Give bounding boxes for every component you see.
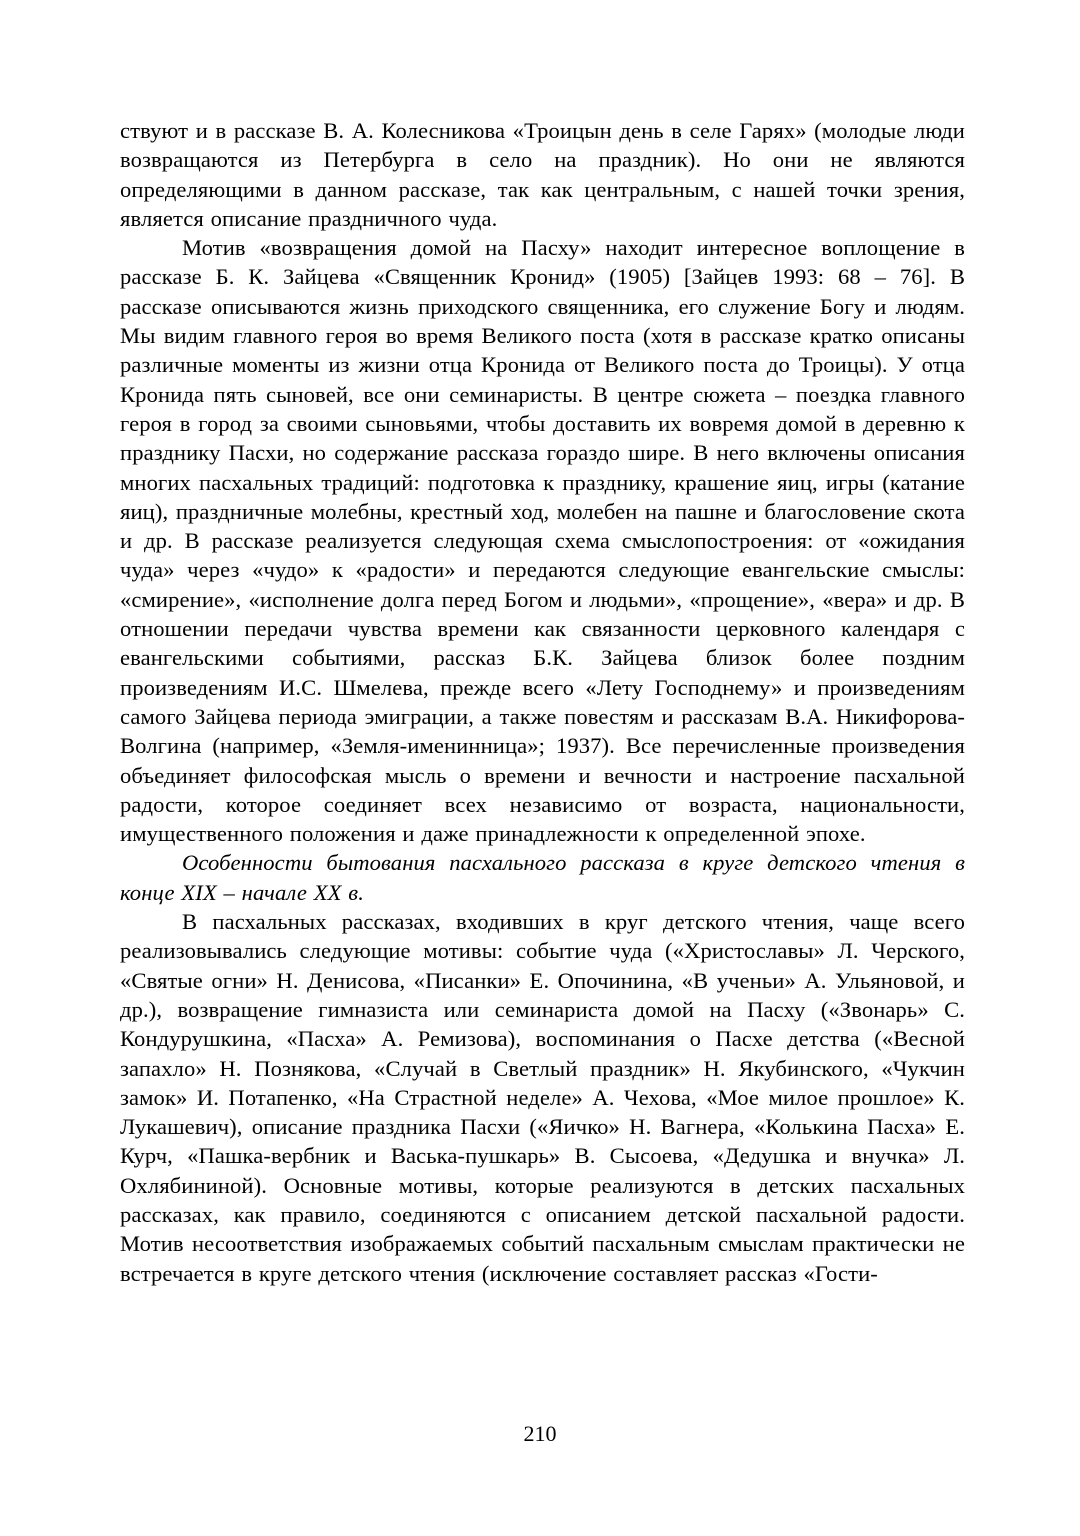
paragraph-motiv-vozvrashcheniya: Мотив «возвращения домой на Пасху» находит интересное воплощение в рассказе Б. К. Зайцева «Священник Кронид» (1905) [Зайцев 1993: 68 – 76]. В рассказе описываются жизнь приходского священника, его служение Богу и людям. Мы видим главного героя во время Великого поста (хотя в рассказе кратко описаны различные моменты из жизни отца Кронида от Великого поста до Троицы). У отца Кронида пять сыновей, все они семинаристы. В центре сюжета – поездка главного героя в город за своими сыновьями, чтобы доставить их вовремя домой в деревню к празднику Пасхи, но содержание рассказа гораздо шире. В него включены описания многих пасхальных традиций: подготовка к празднику, крашение яиц, игры (катание яиц), праздничные молебны, крестный ход, молебен на пашне и благословение скота и др. В рассказе реализуется следующая схема смыслопостроения: от «ожидания чуда» через «чудо» к «радости» и передаются следующие евангельские смыслы: «смирение», «исполнение долга перед Богом и людьми», «прощение», «вера» и др. В отношении передачи чувства времени как связанности церковного календаря с евангельскими событиями, рассказ Б.К. Зайцева близок более поздним произведениям И.С. Шмелева, прежде всего «Лету Господнему» и произведениям самого Зайцева периода эмиграции, а также повестям и рассказам В.А. Никифорова-Волгина (например, «Земля-именинница»; 1937). Все перечисленные произведения объединяет философская мысль о времени и вечности и настроение пасхальной радости, которое соединяет всех независимо от возраста, национальности, имущественного положения и даже принадлежности к определенной эпохе.	[120, 235, 965, 847]
paragraph-detskoe-chtenie: В пасхальных рассказах, входивших в круг детского чтения, чаще всего реализовывались следующие мотивы: событие чуда («Христославы» Л. Черского, «Святые огни» Н. Денисова, «Писанки» Е. Опочинина, «В ученьи» А. Ульяновой, и др.), возвращение гимназиста или семинариста домой на Пасху («Звонарь» С. Кондурушкина, «Пасха» А. Ремизова), воспоминания о Пасхе детства («Весной запахло» Н. Познякова, «Случай в Светлый праздник» Н. Якубинского, «Чукчин замок» И. Потапенко, «На Страстной неделе» А. Чехова, «Мое милое прошлое» К. Лукашевич), описание праздника Пасхи («Яичко» Н. Вагнера, «Колькина Пасха» Е. Курч, «Пашка-вербник и Васька-пушкарь» В. Сысоева, «Дедушка и внучка» Л. Охлябининой). Основные мотивы, которые реализуются в детских пасхальных рассказах, как правило, соединяются с описанием детской пасхальной радости. Мотив несоответствия изображаемых событий пасхальным смыслам практически не встречается в круге детского чтения (исключение составляет рассказ «Гости-	[120, 909, 965, 1286]
paragraph-continuation: ствуют и в рассказе В. А. Колесникова «Троицын день в селе Гарях» (молодые люди возвращаются из Петербурга в село на праздник). Но они не являются определяющими в данном рассказе, так как центральным, с нашей точки зрения, является описание праздничного чуда.	[120, 118, 965, 231]
page-text-block	[120, 116, 965, 1288]
paragraph-section-heading-italic: Особенности бытования пасхального рассказа в круге детского чтения в конце XIX – начале XX в.	[120, 850, 965, 905]
page-number: 210	[523, 1421, 557, 1446]
